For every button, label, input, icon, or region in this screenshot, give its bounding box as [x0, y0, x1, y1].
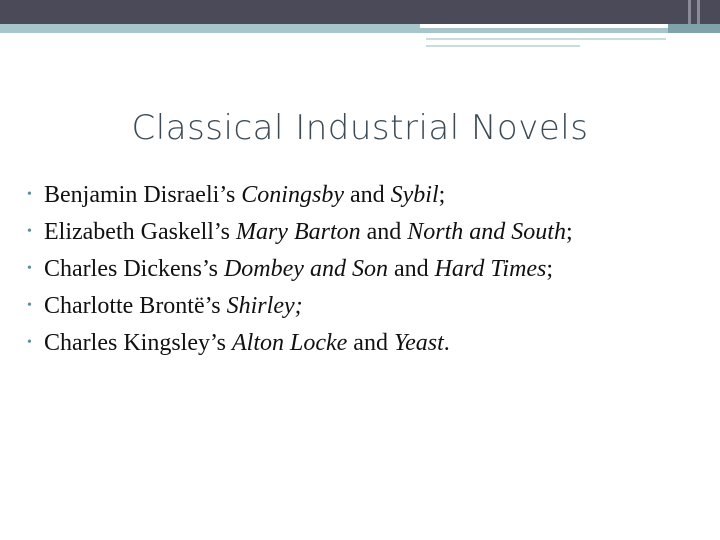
header-bar-stripe [697, 0, 700, 24]
bullet-text: and [347, 330, 394, 356]
bullet-item [27, 291, 687, 321]
book-title: Alton Locke [231, 330, 348, 356]
book-title: Shirley; [226, 293, 303, 319]
slide-accent-band [0, 24, 720, 33]
bullet-text: and [343, 182, 391, 208]
bullet-text: Charlotte Brontë’s [44, 293, 227, 319]
bullet-text: ; [565, 219, 573, 245]
bullet-item [27, 217, 687, 247]
bullet-icon: • [27, 298, 32, 313]
bullet-text: Benjamin Disraeli’s [44, 182, 242, 208]
bullet-icon: • [27, 335, 32, 350]
bullet-item [27, 180, 687, 210]
book-title: Mary Barton [235, 219, 361, 245]
bullet-icon: • [27, 261, 32, 276]
slide-header-bar [0, 0, 720, 24]
bullet-icon: • [27, 224, 32, 239]
bullet-item [27, 254, 687, 284]
bullet-text: and [387, 256, 435, 282]
book-title: Dombey and Son [223, 256, 388, 282]
accent-band-block [668, 24, 720, 33]
bullet-list [27, 180, 687, 358]
bullet-text: . [443, 330, 450, 356]
bullet-text: and [360, 219, 408, 245]
book-title: Yeast [393, 330, 444, 356]
decorative-rule [426, 45, 580, 47]
book-title: Sybil [390, 182, 439, 208]
decorative-rule [426, 38, 666, 40]
bullet-icon: • [27, 187, 32, 202]
bullet-text: Charles Dickens’s [44, 256, 224, 282]
bullet-text: Elizabeth Gaskell’s [44, 219, 236, 245]
book-title: North and South [407, 219, 566, 245]
header-bar-stripe [688, 0, 691, 24]
bullet-text: ; [546, 256, 554, 282]
slide-title: Classical Industrial Novels [131, 108, 589, 148]
book-title: Coningsby [241, 182, 344, 208]
bullet-item [27, 328, 687, 358]
bullet-text: Charles Kingsley’s [44, 330, 232, 356]
book-title: Hard Times [434, 256, 547, 282]
bullet-text: ; [438, 182, 446, 208]
